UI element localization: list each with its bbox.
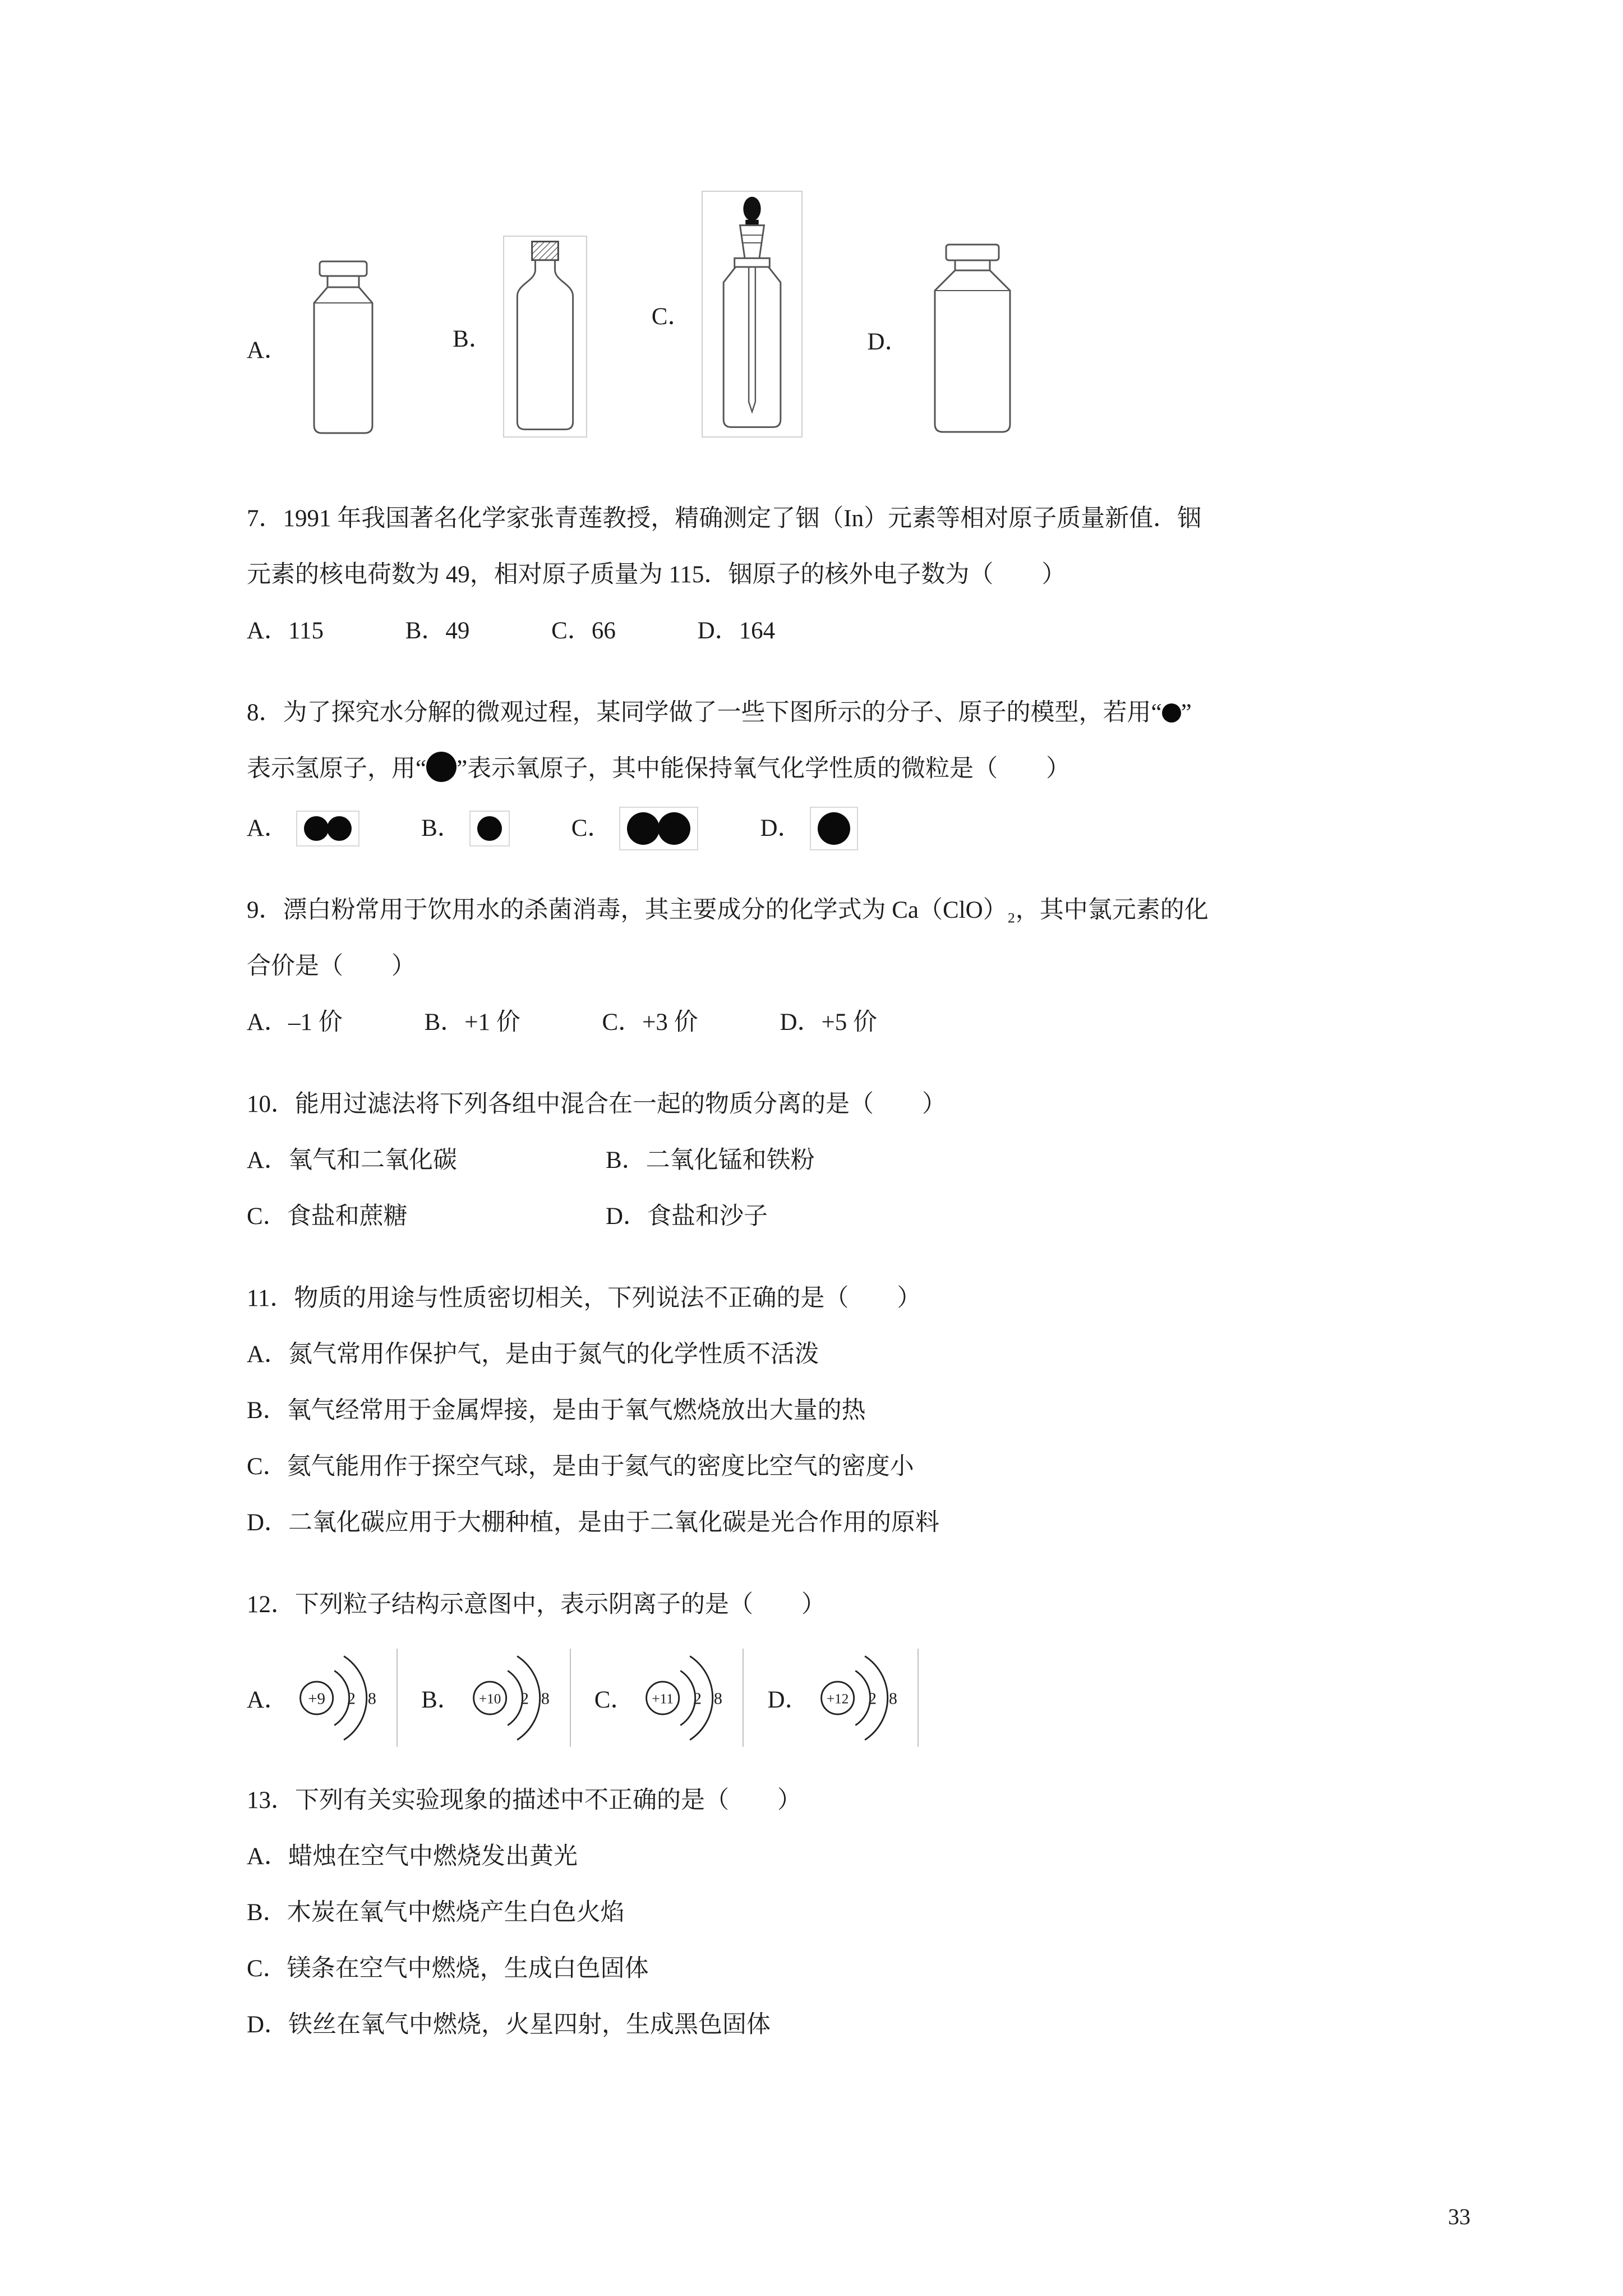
option-a-label: A． bbox=[247, 337, 289, 364]
question-8-text: 表示氢原子，用“ bbox=[247, 756, 427, 782]
option-b: B．氧气经常用于金属焊接，是由于氧气燃烧放出大量的热 bbox=[247, 1397, 866, 1424]
option-c bbox=[594, 1649, 744, 1747]
oxygen-molecule-icon bbox=[619, 807, 698, 850]
option-a: A．–1 价 bbox=[247, 1009, 343, 1036]
atom-icon bbox=[627, 812, 660, 845]
option-b: B．二氧化锰和铁粉 bbox=[606, 1147, 815, 1174]
option-a: A．氧气和二氧化碳 bbox=[247, 1147, 458, 1174]
option-a bbox=[247, 1649, 398, 1747]
wide-mouth-bottle-icon bbox=[298, 258, 388, 438]
question-12-stem: 12．下列粒子结构示意图中，表示阴离子的是（ ） bbox=[247, 1591, 826, 1618]
atomic-structure-diagram-icon bbox=[815, 1649, 919, 1747]
oxygen-atom-icon bbox=[810, 807, 858, 850]
option-b bbox=[421, 800, 510, 857]
option-d: D．食盐和沙子 bbox=[606, 1203, 768, 1230]
nucleus-charge: +11 bbox=[652, 1691, 674, 1707]
option-a: A．115 bbox=[247, 618, 324, 644]
oxygen-atom-icon bbox=[426, 752, 457, 782]
glassware-option-a bbox=[247, 258, 388, 438]
question-10-stem: 10．能用过滤法将下列各组中混合在一起的物质分离的是（ ） bbox=[247, 1091, 946, 1117]
question-13 bbox=[247, 1773, 1387, 2053]
question-12-diagrams bbox=[247, 1649, 1387, 1747]
option-a-label: A． bbox=[247, 1687, 289, 1713]
option-a-label: A． bbox=[247, 815, 289, 841]
question-9-text-line2: 合价是（ ） bbox=[247, 953, 416, 979]
question-9 bbox=[247, 882, 1387, 1051]
wide-mouth-bottle-large-icon bbox=[919, 241, 1026, 438]
shell1-electrons: 2 bbox=[520, 1689, 529, 1708]
nucleus-charge: +9 bbox=[308, 1690, 326, 1708]
option-c-label: C． bbox=[594, 1687, 635, 1713]
nucleus-charge: +12 bbox=[826, 1691, 849, 1707]
question-7-options bbox=[247, 603, 1387, 659]
atomic-structure-diagram-icon bbox=[467, 1649, 571, 1747]
shell2-electrons: 8 bbox=[367, 1689, 376, 1708]
option-c bbox=[571, 800, 699, 857]
glassware-option-b bbox=[453, 236, 587, 438]
option-d bbox=[767, 1649, 918, 1747]
question-12 bbox=[247, 1577, 1387, 1747]
option-d: D．铁丝在氧气中燃烧，火星四射，生成黑色固体 bbox=[247, 2012, 771, 2038]
option-b-label: B． bbox=[421, 815, 462, 841]
shell2-electrons: 8 bbox=[714, 1689, 723, 1708]
atomic-structure-diagram-icon bbox=[640, 1649, 744, 1747]
option-a bbox=[247, 800, 359, 857]
option-d bbox=[760, 800, 857, 857]
shell1-electrons: 2 bbox=[868, 1689, 877, 1708]
question-7-text-line2: 元素的核电荷数为 49，相对原子质量为 115．铟原子的核外电子数为（ ） bbox=[247, 562, 1066, 588]
question-8-text: ”表示氧原子，其中能保持氧气化学性质的微粒是（ ） bbox=[457, 756, 1071, 782]
atom-icon bbox=[818, 812, 850, 845]
option-d-label: D． bbox=[767, 1687, 809, 1713]
option-d: D．164 bbox=[697, 618, 776, 644]
question-10-options-row1 bbox=[247, 1133, 1387, 1189]
option-c: C．氦气能用作于探空气球，是由于氦气的密度比空气的密度小 bbox=[247, 1453, 914, 1480]
question-8-options bbox=[247, 800, 1387, 857]
page-number: 33 bbox=[1448, 2204, 1470, 2229]
option-c: C．+3 价 bbox=[602, 1009, 698, 1036]
option-c: C．镁条在空气中燃烧，生成白色固体 bbox=[247, 1955, 649, 1982]
question-8-text: 8．为了探究水分解的微观过程，某同学做了一些下图所示的分子、原子的模型，若用“ bbox=[247, 700, 1162, 726]
question-10-options-row2 bbox=[247, 1189, 1387, 1245]
question-8-text-line1 bbox=[247, 685, 1387, 741]
option-b: B．+1 价 bbox=[424, 1009, 520, 1036]
question-8-text-line2 bbox=[247, 741, 1387, 797]
dropper-bottle-icon bbox=[702, 191, 803, 438]
atom-icon bbox=[327, 816, 352, 841]
question-8 bbox=[247, 685, 1387, 857]
hydrogen-atom-icon bbox=[469, 811, 510, 846]
option-c: C．66 bbox=[551, 618, 616, 644]
option-c: C．食盐和蔗糖 bbox=[247, 1203, 408, 1230]
option-b: B．木炭在氧气中燃烧产生白色火焰 bbox=[247, 1899, 625, 1926]
glassware-options-row bbox=[247, 191, 1387, 438]
narrow-mouth-bottle-icon bbox=[503, 236, 587, 438]
question-10 bbox=[247, 1076, 1387, 1245]
option-d-label: D． bbox=[867, 328, 909, 355]
atom-icon bbox=[658, 812, 690, 845]
nucleus-charge: +10 bbox=[478, 1691, 501, 1707]
question-11 bbox=[247, 1271, 1387, 1551]
option-b: B．49 bbox=[405, 618, 470, 644]
question-7 bbox=[247, 491, 1387, 659]
question-7-text-line1: 7．1991 年我国著名化学家张青莲教授，精确测定了铟（In）元素等相对原子质量新值．铟 bbox=[247, 505, 1202, 532]
shell1-electrons: 2 bbox=[693, 1689, 702, 1708]
option-d-label: D． bbox=[760, 815, 802, 841]
question-8-text: ” bbox=[1181, 700, 1192, 726]
option-d: D．+5 价 bbox=[780, 1009, 877, 1036]
option-c-label: C． bbox=[651, 303, 692, 330]
option-a: A．氮气常用作保护气，是由于氮气的化学性质不活泼 bbox=[247, 1341, 819, 1368]
glassware-option-d bbox=[867, 241, 1025, 438]
option-a: A．蜡烛在空气中燃烧发出黄光 bbox=[247, 1843, 578, 1870]
question-13-stem: 13．下列有关实验现象的描述中不正确的是（ ） bbox=[247, 1787, 801, 1814]
hydrogen-molecule-icon bbox=[296, 811, 359, 846]
option-d: D．二氧化碳应用于大棚种植，是由于二氧化碳是光合作用的原料 bbox=[247, 1510, 940, 1536]
atom-icon bbox=[304, 816, 329, 841]
question-9-text-line1: 9．漂白粉常用于饮用水的杀菌消毒，其主要成分的化学式为 Ca（ClO）₂，其中氯元素的化 bbox=[247, 897, 1209, 923]
atom-icon bbox=[477, 816, 502, 841]
question-9-options bbox=[247, 995, 1387, 1051]
hydrogen-atom-icon bbox=[1162, 703, 1181, 723]
option-b bbox=[421, 1649, 571, 1747]
option-b-label: B． bbox=[453, 325, 493, 352]
shell2-electrons: 8 bbox=[888, 1689, 897, 1708]
option-c-label: C． bbox=[571, 815, 612, 841]
question-11-stem: 11．物质的用途与性质密切相关，下列说法不正确的是（ ） bbox=[247, 1285, 921, 1312]
shell1-electrons: 2 bbox=[347, 1689, 356, 1708]
shell2-electrons: 8 bbox=[541, 1689, 550, 1708]
option-b-label: B． bbox=[421, 1687, 462, 1713]
atomic-structure-diagram-icon bbox=[294, 1649, 398, 1747]
glassware-option-c bbox=[652, 191, 803, 438]
